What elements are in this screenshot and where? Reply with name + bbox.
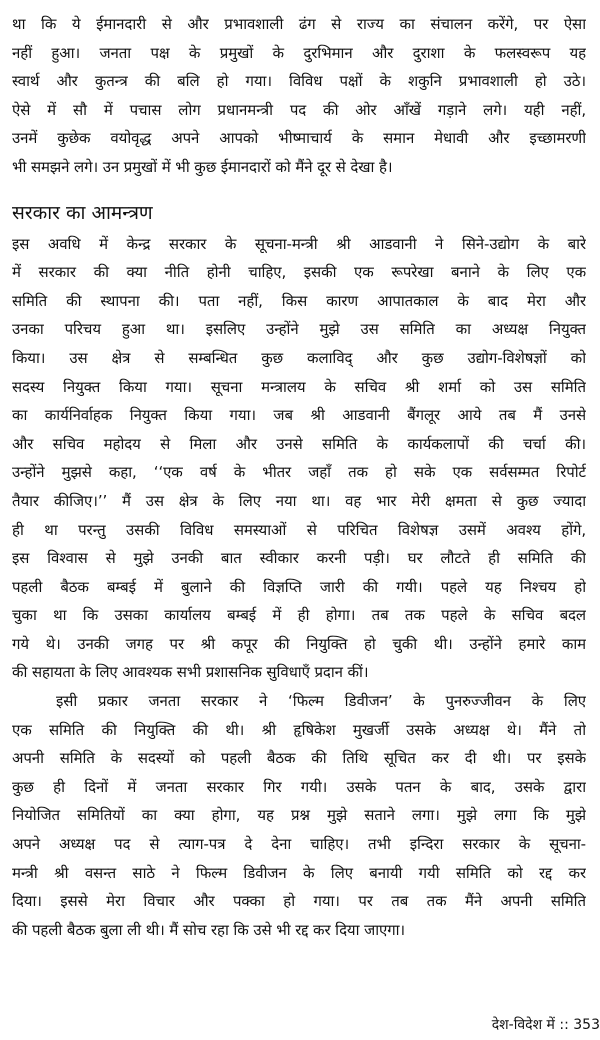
running-head: देश-विदेश में <box>491 1017 555 1033</box>
text-line: पहली बैठक बम्बई में बुलाने की विज्ञप्ति जारी की गयी। पहले यह निश्चय हो <box>12 577 586 596</box>
text-line: नियोजित समितियों का क्या होगा, यह प्रश्न मुझे सताने लगा। मुझे लगा कि मुझे <box>12 806 586 825</box>
text-line: और सचिव महोदय से मिला और उनसे समिति के कार्यकलापों की चर्चा की। <box>12 434 586 453</box>
text-line: कुछ ही दिनों में जनता सरकार गिर गयी। उसके पतन के बाद, उसके द्वारा <box>12 777 586 796</box>
text-line: उनका परिचय हुआ था। इसलिए उन्होंने मुझे उस समिति का अध्यक्ष नियुक्त <box>12 320 586 339</box>
text-line: भी समझने लगे। उन प्रमुखों में भी कुछ ईमानदारों को मैंने दूर से देखा है। <box>12 157 393 176</box>
text-line: समिति की स्थापना की। पता नहीं, किस कारण आपातकाल के बाद मेरा और <box>12 291 586 310</box>
text-line: नहीं हुआ। जनता पक्ष के प्रमुखों के दुरभिमान और दुराशा के फलस्वरूप यह <box>12 43 586 62</box>
paragraph-continued <box>12 10 586 182</box>
paragraph-1 <box>12 230 586 688</box>
text-line: की पहली बैठक बुला ली थी। मैं सोच रहा कि उसे भी रद्द कर दिया जाएगा। <box>12 920 406 939</box>
text-line: दिया। इससे मेरा विचार और पक्का हो गया। पर तब तक मैंने अपनी समिति <box>12 892 586 911</box>
text-line: इस अवधि में केन्द्र सरकार के सूचना-मन्त्री श्री आडवानी ने सिने-उद्योग के बारे <box>12 234 586 253</box>
text-line: ऐसे में सौ में पचास लोग प्रधानमन्त्री पद की ओर आँखें गड़ाने लगे। यही नहीं, <box>12 100 586 119</box>
text-line: इस विश्वास से मुझे उनकी बात स्वीकार करनी पड़ी। घर लौटते ही समिति की <box>12 549 586 568</box>
text-line: तैयार कीजिए।’’ मैं उस क्षेत्र के लिए नया था। वह भार मेरी क्षमता से कुछ ज्यादा <box>12 491 586 510</box>
section-heading: सरकार का आमन्त्रण <box>12 201 153 224</box>
paragraph-2 <box>12 687 586 944</box>
text-line: एक समिति की नियुक्ति की थी। श्री हृषिकेश मुखर्जी उसके अध्यक्ष थे। मैंने तो <box>12 720 586 739</box>
text-line: मन्त्री श्री वसन्त साठे ने फिल्म डिवीजन के लिए बनायी गयी समिति को रद्द कर <box>12 863 586 882</box>
text-line: सदस्य नियुक्त किया गया। सूचना मन्त्रालय के सचिव श्री शर्मा को उस समिति <box>12 377 586 396</box>
text-line: उन्होंने मुझसे कहा, ‘‘एक वर्ष के भीतर जहाँ तक हो सके एक सर्वसम्मत रिपोर्ट <box>12 463 586 482</box>
page-footer <box>492 1015 600 1034</box>
text-line: में सरकार की क्या नीति होनी चाहिए, इसकी एक रूपरेखा बनाने के लिए एक <box>12 263 586 282</box>
footer-separator: :: <box>559 1017 569 1033</box>
text-line: उनमें कुछेक वयोवृद्ध अपने आपको भीष्माचार्य के समान मेधावी और इच्छामरणी <box>12 129 586 148</box>
text-line: अपनी समिति के सदस्यों को पहली बैठक की तिथि सूचित कर दी थी। पर इसके <box>12 749 586 768</box>
text-line: इसी प्रकार जनता सरकार ने ‘फिल्म डिवीजन’ के पुनरुज्जीवन के लिए <box>56 692 586 711</box>
page-number: 353 <box>573 1017 600 1033</box>
text-line: किया। उस क्षेत्र से सम्बन्धित कुछ कलाविद् और कुछ उद्योग-विशेषज्ञों को <box>12 348 586 367</box>
text-line: चुका था कि उसका कार्यालय बम्बई में ही होगा। तब तक पहले के सचिव बदल <box>12 606 586 625</box>
text-line: गये थे। उनकी जगह पर श्री कपूर की नियुक्ति हो चुकी थी। उन्होंने हमारे काम <box>12 634 586 653</box>
text-line: स्वार्थ और कुतन्त्र की बलि हो गया। विविध पक्षों के शकुनि प्रभावशाली हो उठे। <box>12 72 586 91</box>
text-line: की सहायता के लिए आवश्यक सभी प्रशासनिक सुविधाएँ प्रदान कीं। <box>12 663 369 682</box>
text-line: था कि ये ईमानदारी से और प्रभावशाली ढंग से राज्य का संचालन करेंगे, पर ऐसा <box>12 15 586 33</box>
text-line: का कार्यनिर्वाहक नियुक्त किया गया। जब श्री आडवानी बैंगलूर आये तब मैं उनसे <box>12 406 586 425</box>
document-page <box>12 10 586 1030</box>
text-line: ही था परन्तु उसकी विविध समस्याओं से परिचित विशेषज्ञ उसमें अवश्य होंगे, <box>12 520 586 539</box>
text-line: अपने अध्यक्ष पद से त्याग-पत्र दे देना चाहिए। तभी इन्दिरा सरकार के सूचना- <box>12 835 586 854</box>
